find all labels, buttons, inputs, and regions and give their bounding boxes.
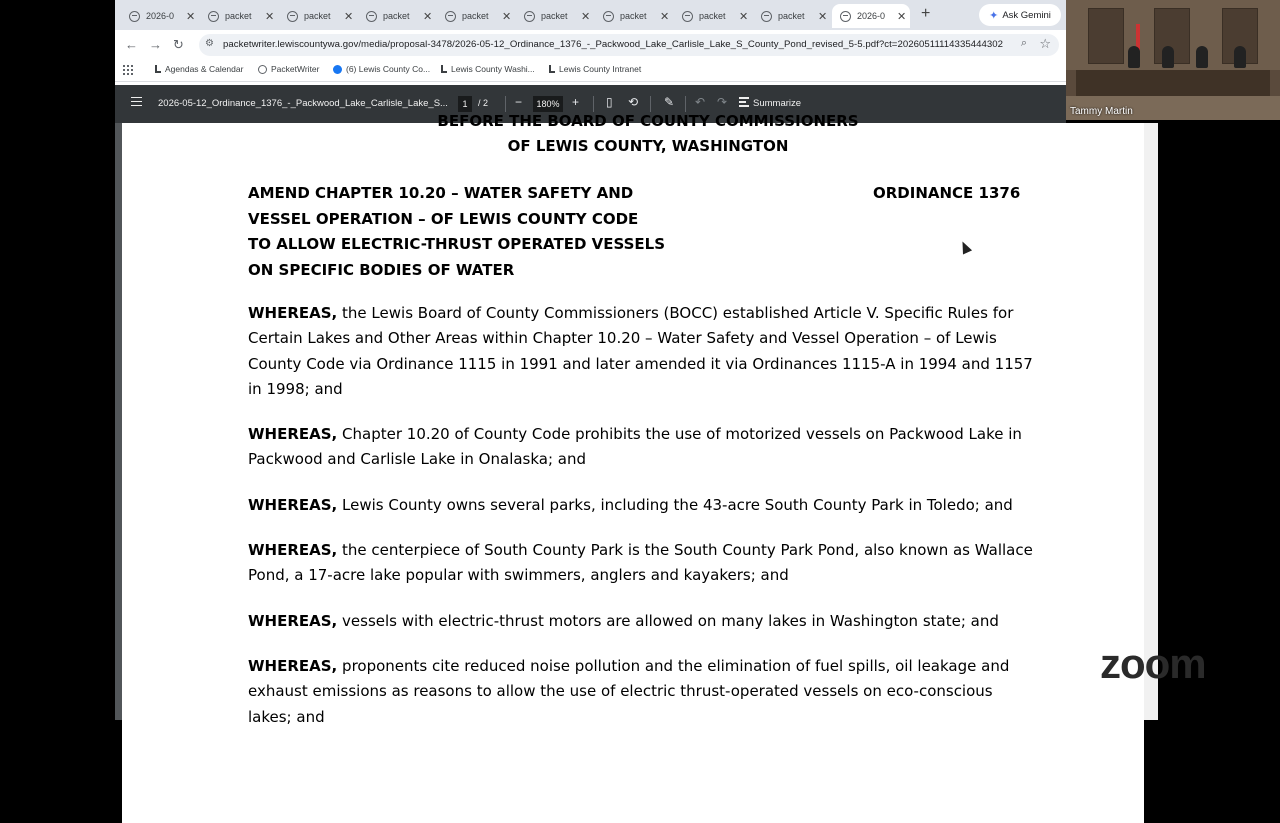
tab-label: packet (304, 11, 331, 21)
header-line-1: BEFORE THE BOARD OF COUNTY COMMISSIONERS (437, 112, 859, 130)
tab-label: packet (620, 11, 647, 21)
bookmark-agendas[interactable] (155, 64, 243, 74)
fit-page-icon[interactable]: ▯ (606, 95, 613, 109)
close-icon[interactable]: ✕ (423, 10, 433, 23)
title-line: TO ALLOW ELECTRIC-THRUST OPERATED VESSELS (248, 235, 666, 254)
tab-bar (115, 0, 1066, 30)
lewis-county-icon (549, 65, 555, 73)
browser-tab[interactable] (200, 4, 278, 28)
apps-grid-icon[interactable] (123, 65, 133, 75)
globe-icon (445, 11, 456, 22)
close-icon[interactable]: ✕ (344, 10, 354, 23)
whereas-label: WHEREAS, (248, 304, 338, 322)
new-tab-button[interactable]: + (921, 5, 931, 22)
participant-name: Tammy Martin (1070, 106, 1133, 117)
tab-label: packet (541, 11, 568, 21)
tab-label: packet (462, 11, 489, 21)
browser-tab[interactable] (437, 4, 515, 28)
annotate-pen-icon[interactable]: ✎ (664, 95, 675, 109)
bookmark-label: Agendas & Calendar (165, 64, 244, 74)
tab-label: 2026-0 (146, 11, 175, 21)
scrollbar[interactable] (1144, 123, 1158, 720)
toolbar-divider (505, 96, 506, 112)
back-arrow-icon[interactable]: ← (125, 37, 138, 52)
facebook-icon (333, 65, 342, 74)
video-person (1234, 46, 1246, 68)
summarize-icon (739, 97, 749, 107)
zoom-out-icon[interactable]: − (515, 95, 523, 109)
bookmark-lewis-county-wa[interactable] (441, 64, 535, 74)
title-line: VESSEL OPERATION – OF LEWIS COUNTY CODE (248, 209, 639, 228)
video-person (1196, 46, 1208, 68)
browser-tab[interactable] (358, 4, 436, 28)
toolbar-divider (685, 96, 686, 112)
paragraph-text: Chapter 10.20 of County Code prohibits the use of motorized vessels on Packwood Lake in Packwood and Carlisle Lake in Onalaska; and (248, 425, 1022, 469)
whereas-label: WHEREAS, (248, 657, 338, 675)
sparkle-icon: ✦ (989, 9, 999, 22)
tab-label: 2026-0 (857, 11, 886, 21)
bookmarks-bar (115, 60, 1066, 82)
zoom-watermark: zoom (1100, 640, 1206, 687)
summarize-button[interactable]: Summarize (753, 98, 802, 109)
whereas-paragraph (248, 301, 1038, 403)
browser-tab[interactable] (121, 4, 199, 28)
title-line: ON SPECIFIC BODIES OF WATER (248, 260, 515, 279)
whereas-paragraph (248, 422, 1038, 473)
browser-tab-active[interactable] (832, 4, 910, 28)
tab-label: packet (778, 11, 805, 21)
bookmark-packetwriter[interactable] (258, 64, 320, 74)
browser-tab[interactable] (516, 4, 594, 28)
ask-gemini-button[interactable] (979, 4, 1061, 26)
whereas-label: WHEREAS, (248, 425, 338, 443)
close-icon[interactable]: ✕ (581, 10, 591, 23)
page-total: / 2 (478, 98, 489, 108)
menu-icon[interactable] (131, 97, 142, 106)
video-dais (1076, 70, 1270, 96)
browser-tab[interactable] (279, 4, 357, 28)
pdf-page (122, 112, 1144, 823)
globe-icon (287, 11, 298, 22)
globe-icon (129, 11, 140, 22)
ordinance-number: ORDINANCE 1376 (873, 184, 1021, 202)
whereas-label: WHEREAS, (248, 496, 338, 514)
bookmark-star-icon[interactable]: ☆ (1039, 36, 1051, 51)
pdf-document-name: 2026-05-12_Ordinance_1376_-_Packwood_Lake_Carlisle_Lake_S... (158, 98, 448, 109)
bookmark-facebook[interactable] (333, 64, 430, 74)
browser-tab[interactable] (595, 4, 673, 28)
globe-icon (603, 11, 614, 22)
tab-label: packet (225, 11, 252, 21)
paragraph-text: vessels with electric-thrust motors are allowed on many lakes in Washington state; and (342, 612, 999, 630)
globe-icon (761, 11, 772, 22)
globe-icon (208, 11, 219, 22)
whereas-paragraph (248, 654, 1038, 730)
lewis-county-icon (441, 65, 447, 73)
tab-label: packet (699, 11, 726, 21)
globe-icon (840, 11, 851, 22)
toolbar-divider (593, 96, 594, 112)
globe-icon (682, 11, 693, 22)
whereas-paragraph (248, 609, 1038, 634)
bookmark-label: Lewis County Washi... (451, 64, 535, 74)
pdf-viewer[interactable] (115, 112, 1066, 726)
lewis-county-icon (155, 65, 161, 73)
bookmark-label: (6) Lewis County Co... (346, 64, 431, 74)
video-thumbnail[interactable] (1066, 0, 1280, 120)
globe-icon (524, 11, 535, 22)
bookmark-intranet[interactable] (549, 64, 641, 74)
tab-label: packet (383, 11, 410, 21)
paragraph-text: Lewis County owns several parks, including the 43-acre South County Park in Toledo; and (342, 496, 1013, 514)
browser-tab[interactable] (674, 4, 752, 28)
site-info-icon[interactable]: ⚙ (205, 38, 214, 49)
video-person (1162, 46, 1174, 68)
zoom-level-input[interactable]: 180% (533, 96, 563, 112)
toolbar-divider (650, 96, 651, 112)
paragraph-text: the Lewis Board of County Commissioners (BOCC) established Article V. Specific Rules for Certain Lakes and Other Areas within Chapter 10.20 – Water Safety and Vessel Operation – of Lewis County Code via Ordinance 1115 in 1991 and later amended it via Ordinances 1115-A in 1994 and 1157 in 1998; and (248, 304, 1033, 399)
close-icon[interactable]: ✕ (265, 10, 275, 23)
page-number-input[interactable]: 1 (458, 96, 472, 112)
address-bar[interactable] (199, 34, 1059, 56)
ask-gemini-label: Ask Gemini (1002, 9, 1051, 21)
address-toolbar (115, 30, 1066, 60)
browser-window (115, 0, 1066, 726)
close-icon[interactable]: ✕ (739, 10, 749, 23)
whereas-paragraph (248, 493, 1038, 518)
bookmark-label: Lewis County Intranet (559, 64, 642, 74)
zoom-icon[interactable]: ⌕ (1020, 37, 1027, 49)
close-icon[interactable]: ✕ (502, 10, 512, 23)
redo-icon[interactable]: ↷ (717, 95, 728, 109)
video-wall-panel (1088, 8, 1124, 64)
close-icon[interactable]: ✕ (818, 10, 828, 23)
forward-arrow-icon[interactable]: → (149, 37, 162, 52)
zoom-in-icon[interactable]: + (572, 95, 580, 109)
header-line-2: OF LEWIS COUNTY, WASHINGTON (507, 137, 789, 155)
close-icon[interactable]: ✕ (660, 10, 670, 23)
url-text: packetwriter.lewiscountywa.gov/media/proposal-3478/2026-05-12_Ordinance_1376_-_Packwood_Lake_Carlisle_Lake_S_County_Pond_revised_5-5.pdf?ct=20260511114335444302 (223, 39, 1004, 50)
paragraph-text: proponents cite reduced noise pollution and the elimination of fuel spills, oil leakage and exhaust emissions as reasons to allow the use of electric thrust-operated vessels on eco-conscious lakes; and (248, 657, 1010, 726)
video-person (1128, 46, 1140, 68)
reload-icon[interactable]: ↻ (173, 37, 184, 52)
paragraph-text: the centerpiece of South County Park is the South County Park Pond, also known as Wallace Pond, a 17-acre lake popular with swimmers, anglers and kayakers; and (248, 541, 1033, 585)
browser-tab[interactable] (753, 4, 831, 28)
whereas-paragraph (248, 538, 1038, 589)
whereas-label: WHEREAS, (248, 612, 338, 630)
title-line: AMEND CHAPTER 10.20 – WATER SAFETY AND (248, 184, 634, 202)
ordinance-title (248, 181, 668, 283)
bookmark-label: PacketWriter (271, 64, 320, 74)
whereas-label: WHEREAS, (248, 541, 338, 559)
close-icon[interactable]: ✕ (897, 10, 907, 23)
undo-icon[interactable]: ↶ (695, 95, 706, 109)
close-icon[interactable]: ✕ (186, 10, 196, 23)
globe-icon (258, 65, 267, 74)
globe-icon (366, 11, 377, 22)
rotate-icon[interactable]: ⟲ (628, 95, 639, 109)
